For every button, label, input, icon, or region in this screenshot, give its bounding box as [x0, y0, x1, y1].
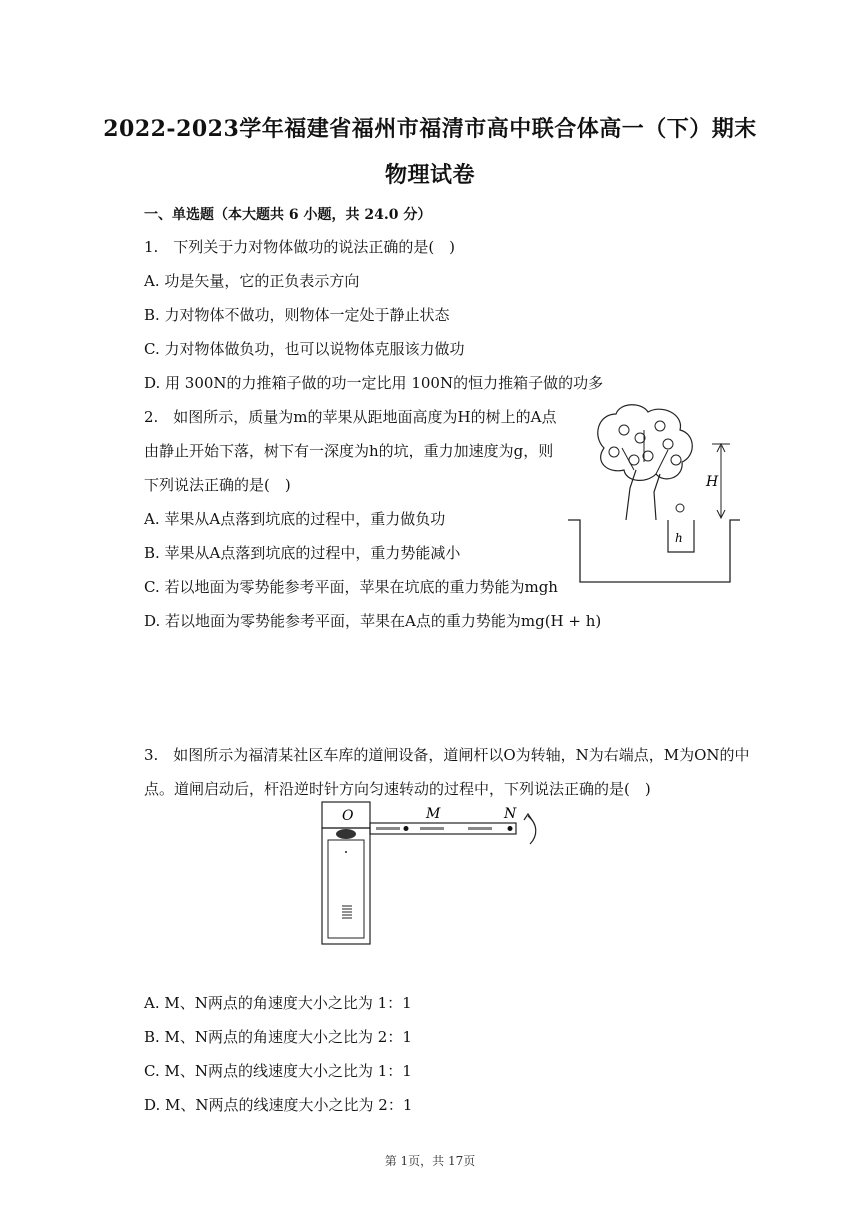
- q2-stem-line-1: 2. 如图所示，质量为m的苹果从距地面高度为H的树上的A点: [144, 408, 557, 426]
- q3-stem-line-2: 点。道闸启动后，杆沿逆时针方向匀速转动的过程中，下列说法正确的是( ): [144, 780, 651, 798]
- q1-option-a: A. 功是矢量，它的正负表示方向: [144, 272, 360, 290]
- q3-option-a: A. M、N两点的角速度大小之比为 1：1: [144, 994, 412, 1012]
- q1-option-d: D. 用 300N的力推箱子做的功一定比用 100N的恒力推箱子做的功多: [144, 374, 604, 392]
- q2-option-d: D. 若以地面为零势能参考平面，苹果在A点的重力势能为mg(H + h): [144, 612, 602, 630]
- q2-option-b: B. 苹果从A点落到坑底的过程中，重力势能减小: [144, 544, 461, 562]
- q2-stem-line-2: 由静止开始下落，树下有一深度为h的坑，重力加速度为g，则: [144, 442, 554, 460]
- label-H: H: [706, 474, 719, 490]
- q3-option-c: C. M、N两点的线速度大小之比为 1：1: [144, 1062, 412, 1080]
- apple-tree-figure: [564, 400, 744, 585]
- title-line-2: 物理试卷: [384, 162, 475, 188]
- q2-option-c: C. 若以地面为零势能参考平面，苹果在坑底的重力势能为mgh: [144, 578, 558, 596]
- q3-stem-line-1: 3. 如图所示为福清某社区车库的道闸设备，道闸杆以O为转轴，N为右端点，M为ON的中: [144, 746, 750, 764]
- title-line-1: 2022-2023学年福建省福州市福清市高中联合体高一（下）期末: [103, 116, 757, 142]
- q2-option-a: A. 苹果从A点落到坑底的过程中，重力做负功: [144, 510, 446, 528]
- q2-stem-line-3: 下列说法正确的是( ): [144, 476, 291, 494]
- label-N: N: [504, 806, 517, 822]
- page-footer: 第 1页，共 17页: [384, 1154, 476, 1168]
- q1-option-b: B. 力对物体不做功，则物体一定处于静止状态: [144, 306, 450, 324]
- q3-option-d: D. M、N两点的线速度大小之比为 2：1: [144, 1096, 413, 1114]
- barrier-gate-figure: [318, 800, 548, 950]
- section-heading: 一、单选题（本大题共 6 小题，共 24.0 分）: [144, 207, 432, 223]
- q3-option-b: B. M、N两点的角速度大小之比为 2：1: [144, 1028, 412, 1046]
- label-h: h: [675, 531, 683, 545]
- label-M: M: [426, 806, 441, 822]
- q1-stem: 1. 下列关于力对物体做功的说法正确的是( ): [144, 238, 456, 256]
- label-O: O: [342, 808, 354, 824]
- q1-option-c: C. 力对物体做负功，也可以说物体克服该力做功: [144, 340, 465, 358]
